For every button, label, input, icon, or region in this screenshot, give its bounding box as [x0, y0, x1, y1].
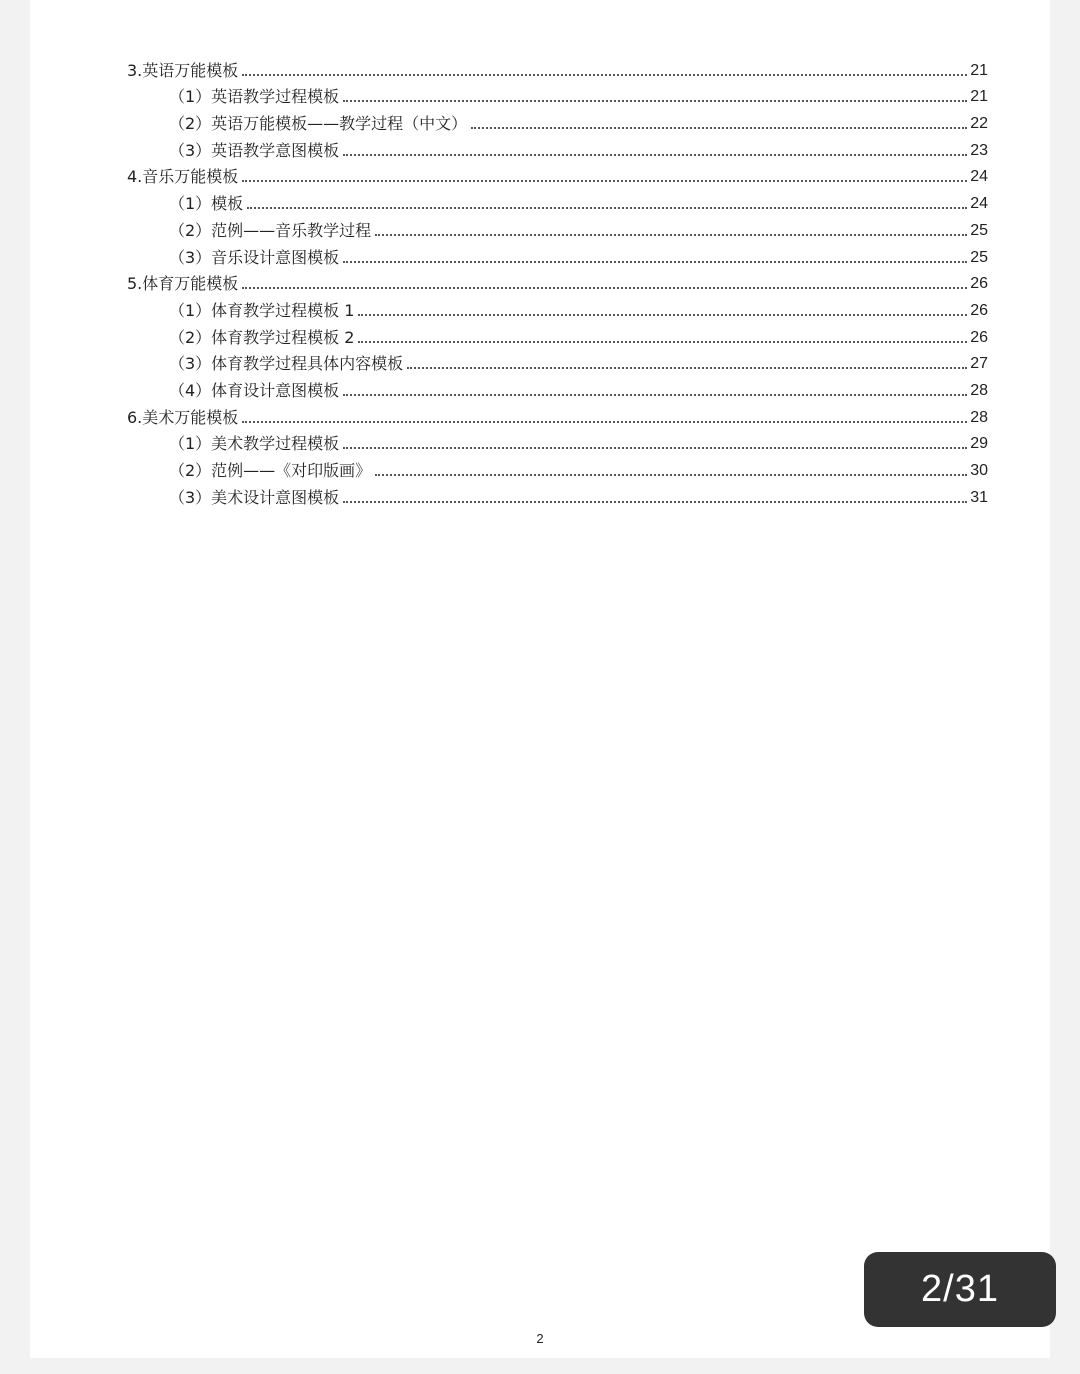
toc-entry-page-number: 28 — [970, 381, 988, 399]
toc-dot-leader — [343, 261, 967, 263]
toc-dot-leader — [242, 287, 967, 289]
toc-dot-leader — [358, 341, 967, 343]
toc-subsection-entry[interactable] — [127, 454, 988, 481]
toc-entry-page-number: 21 — [970, 88, 988, 106]
toc-subsection-entry[interactable] — [127, 107, 988, 134]
page-footer-number: 2 — [536, 1331, 544, 1346]
toc-section-entry[interactable] — [127, 401, 988, 428]
toc-entry-title: （3）英语教学意图模板 — [169, 140, 340, 160]
toc-entry-title: （1）模板 — [169, 194, 244, 214]
toc-entry-title: （1）英语教学过程模板 — [169, 87, 340, 107]
toc-entry-page-number: 30 — [970, 462, 988, 479]
toc-dot-leader — [343, 154, 967, 156]
toc-entry-title: （2）英语万能模板——教学过程（中文） — [169, 114, 468, 134]
toc-entry-title: （4）体育设计意图模板 — [169, 380, 340, 400]
toc-entry-page-number: 21 — [970, 61, 988, 79]
toc-entry-title: （3）美术设计意图模板 — [169, 487, 340, 507]
toc-subsection-entry[interactable] — [127, 294, 988, 321]
toc-dot-leader — [358, 314, 967, 316]
toc-entry-page-number: 25 — [970, 221, 988, 239]
toc-entry-title: （1）美术教学过程模板 — [169, 434, 340, 454]
toc-entry-page-number: 26 — [970, 328, 988, 346]
toc-subsection-entry[interactable] — [127, 214, 988, 241]
toc-subsection-entry[interactable] — [127, 428, 988, 455]
document-page — [30, 0, 1050, 1358]
toc-entry-title: 3.英语万能模板 — [127, 60, 239, 80]
toc-dot-leader — [242, 74, 967, 76]
toc-subsection-entry[interactable] — [127, 321, 988, 348]
toc-entry-page-number: 23 — [970, 141, 988, 159]
toc-subsection-entry[interactable] — [127, 187, 988, 214]
toc-dot-leader — [375, 234, 967, 236]
toc-dot-leader — [242, 180, 967, 182]
toc-entry-page-number: 24 — [970, 195, 988, 213]
toc-entry-title: （1）体育教学过程模板 1 — [169, 300, 355, 320]
toc-dot-leader — [247, 207, 967, 209]
toc-dot-leader — [242, 421, 967, 423]
toc-entry-title: （3）体育教学过程具体内容模板 — [169, 354, 404, 374]
toc-entry-page-number: 28 — [970, 408, 988, 426]
toc-dot-leader — [343, 100, 967, 102]
toc-section-entry[interactable] — [127, 54, 988, 81]
toc-dot-leader — [343, 447, 967, 449]
toc-section-entry[interactable] — [127, 268, 988, 295]
table-of-contents — [127, 54, 988, 508]
toc-dot-leader — [375, 474, 967, 476]
toc-section-entry[interactable] — [127, 161, 988, 188]
toc-dot-leader — [343, 501, 967, 503]
toc-entry-title: （2）范例——音乐教学过程 — [169, 220, 372, 240]
toc-subsection-entry[interactable] — [127, 481, 988, 508]
toc-entry-title: （3）音乐设计意图模板 — [169, 247, 340, 267]
toc-entry-title: 6.美术万能模板 — [127, 407, 239, 427]
toc-subsection-entry[interactable] — [127, 348, 988, 375]
toc-subsection-entry[interactable] — [127, 134, 988, 161]
toc-dot-leader — [471, 127, 967, 129]
toc-entry-title: 5.体育万能模板 — [127, 274, 239, 294]
toc-entry-title: 4.音乐万能模板 — [127, 167, 239, 187]
toc-entry-page-number: 31 — [970, 488, 988, 506]
toc-entry-page-number: 29 — [970, 435, 988, 453]
toc-entry-title: （2）范例——《对印版画》 — [169, 461, 372, 480]
toc-entry-page-number: 22 — [970, 115, 988, 133]
toc-subsection-entry[interactable] — [127, 81, 988, 108]
toc-dot-leader — [343, 394, 967, 396]
toc-entry-page-number: 26 — [970, 275, 988, 293]
toc-entry-page-number: 25 — [970, 248, 988, 266]
toc-subsection-entry[interactable] — [127, 241, 988, 268]
toc-entry-title: （2）体育教学过程模板 2 — [169, 327, 355, 347]
toc-dot-leader — [407, 367, 967, 369]
toc-entry-page-number: 24 — [970, 168, 988, 186]
toc-entry-page-number: 26 — [970, 301, 988, 319]
page-indicator-badge: 2/31 — [864, 1252, 1056, 1327]
toc-entry-page-number: 27 — [970, 355, 988, 373]
toc-subsection-entry[interactable] — [127, 374, 988, 401]
